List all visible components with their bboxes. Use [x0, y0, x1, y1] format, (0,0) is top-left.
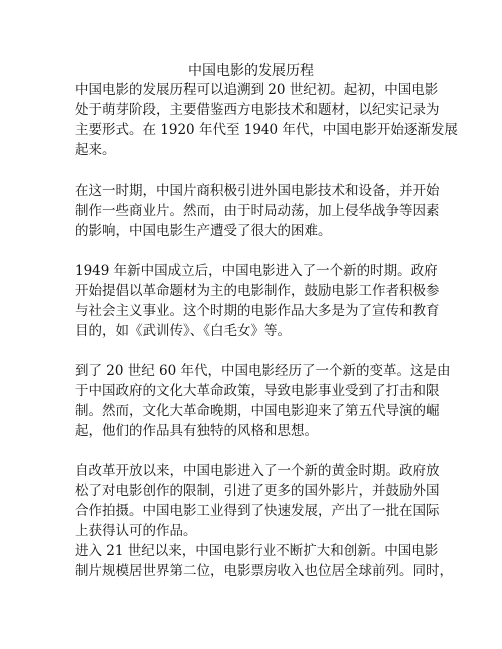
paragraph-line: 自改革开放以来，中国电影进入了一个新的黄金时期。政府放 — [75, 463, 440, 479]
paragraph-line: 于中国政府的文化大革命政策，导致电影事业受到了打击和限 — [75, 383, 440, 399]
paragraph-3 — [75, 261, 440, 341]
paragraph-line: 到了 20 世纪 60 年代，中国电影经历了一个新的变革。这是由 — [75, 363, 451, 379]
paragraph-line: 在这一时期，中国片商积极引进外国电影技术和设备，并开始 — [75, 183, 440, 199]
paragraph-line: 制。然而，文化大革命晚期，中国电影迎来了第五代导演的崛 — [75, 403, 440, 419]
paragraph-line: 1949 年新中国成立后，中国电影进入了一个新的时期。政府 — [75, 263, 438, 279]
paragraph-4 — [75, 361, 451, 441]
paragraph-line: 松了对电影创作的限制，引进了更多的国外影片，并鼓励外国 — [75, 483, 440, 499]
paragraph-line: 起，他们的作品具有独特的风格和思想。 — [75, 423, 318, 439]
paragraph-6 — [75, 541, 453, 581]
paragraph-line: 目的，如《武训传》、《白毛女》等。 — [75, 323, 291, 339]
paragraph-1 — [75, 80, 458, 160]
paragraph-line: 与社会主义事业。这个时期的电影作品大多是为了宣传和教育 — [75, 303, 440, 319]
paragraph-line: 上获得认可的作品。 — [75, 523, 197, 539]
paragraph-line: 制片规模居世界第二位，电影票房收入也位居全球前列。同时， — [75, 563, 453, 579]
paragraph-line: 开始提倡以革命题材为主的电影制作，鼓励电影工作者积极参 — [75, 283, 440, 299]
paragraph-line: 合作拍摄。中国电影工业得到了快速发展，产出了一批在国际 — [75, 503, 440, 519]
paragraph-line: 中国电影的发展历程可以追溯到 20 世纪初。起初，中国电影 — [75, 82, 439, 98]
paragraph-line: 处于萌芽阶段，主要借鉴西方电影技术和题材，以纪实记录为 — [75, 102, 440, 118]
paragraph-line: 的影响，中国电影生产遭受了很大的困难。 — [75, 223, 332, 239]
paragraph-line: 进入 21 世纪以来，中国电影行业不断扩大和创新。中国电影 — [75, 543, 439, 559]
paragraph-line: 主要形式。在 1920 年代至 1940 年代，中国电影开始逐渐发展 — [75, 122, 458, 138]
paragraph-5 — [75, 461, 440, 541]
paragraph-line: 制作一些商业片。然而，由于时局动荡，加上侵华战争等因素 — [75, 203, 440, 219]
document-title: 中国电影的发展历程 — [188, 63, 314, 79]
paragraph-line: 起来。 — [75, 142, 116, 158]
paragraph-2 — [75, 181, 440, 241]
